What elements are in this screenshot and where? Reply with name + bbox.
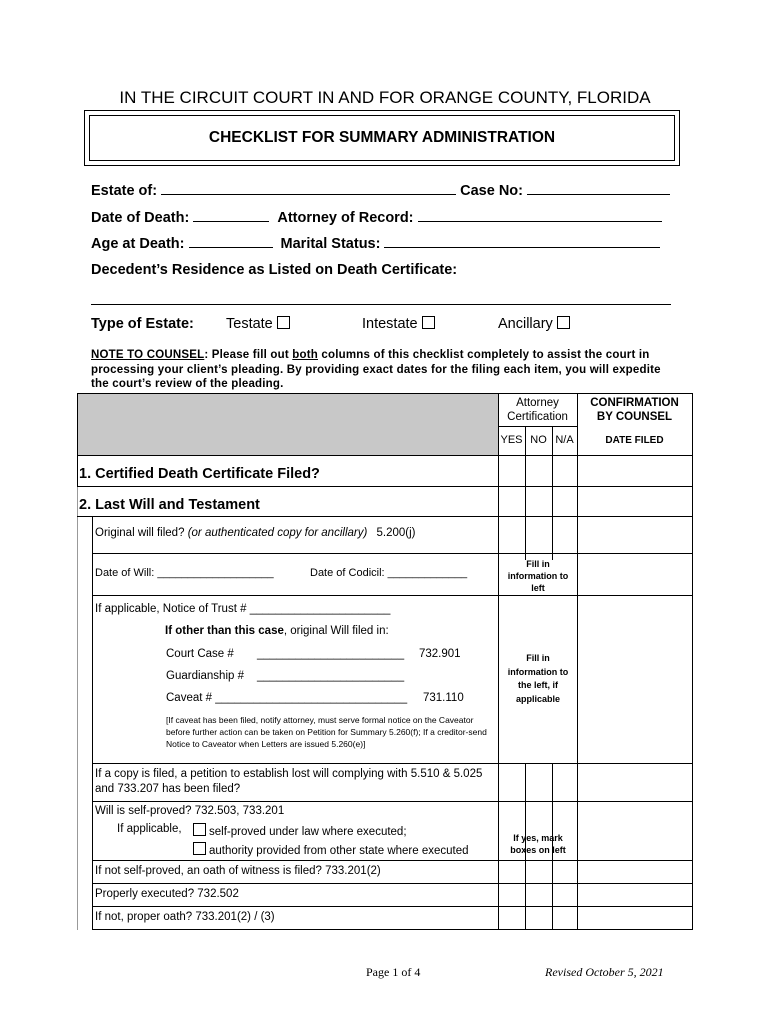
marital-status-label: Marital Status: [280, 236, 381, 252]
attorney-cert-line1: Attorney [516, 397, 559, 409]
residence-label: Decedent’s Residence as Listed on Death Certificate: [91, 262, 458, 278]
intestate-label: Intestate [362, 316, 418, 332]
confirmation-line1: CONFIRMATION [590, 397, 679, 409]
testate-option[interactable] [226, 316, 290, 332]
no-header: NO [530, 434, 547, 446]
proper-oath: If not, proper oath? 733.201(2) / (3) [95, 911, 275, 923]
death-row [91, 209, 662, 226]
notice-of-trust: If applicable, Notice of Trust # ______________________ [95, 603, 391, 615]
note-prefix: NOTE TO COUNSEL [91, 349, 205, 361]
na-header: N/A [555, 434, 574, 446]
testate-checkbox[interactable] [277, 316, 290, 329]
estate-row [91, 182, 670, 199]
residence-line[interactable] [91, 304, 671, 305]
date-of-death-label: Date of Death: [91, 210, 190, 226]
if-other-row [165, 625, 389, 637]
attorney-of-record-line[interactable] [418, 209, 662, 222]
confirmation-line2: BY COUNSEL [596, 411, 673, 423]
age-at-death-label: Age at Death: [91, 236, 185, 252]
attorney-cert-line2: Certification [507, 411, 568, 423]
type-of-estate-label: Type of Estate: [91, 316, 194, 332]
estate-of-line[interactable] [161, 182, 456, 195]
court-case-rule: 732.901 [419, 648, 461, 660]
fill-in-note-1: Fill in information to left [507, 559, 569, 593]
testate-label: Testate [226, 316, 273, 332]
age-at-death-line[interactable] [189, 235, 273, 248]
if-other-bold: If other than this case [165, 625, 284, 637]
oath-witness: If not self-proved, an oath of witness is filed? 733.201(2) [95, 865, 381, 877]
date-of-death-line[interactable] [193, 209, 269, 222]
original-will-italic: (or authenticated copy for ancillary) [187, 527, 368, 539]
date-of-codicil: Date of Codicil: _____________ [310, 567, 468, 579]
court-case-label: Court Case # [166, 648, 234, 660]
table-header-shade [77, 393, 498, 455]
self-proved-law-checkbox[interactable] [193, 823, 206, 836]
ancillary-label: Ancillary [498, 316, 553, 332]
revised-date: Revised October 5, 2021 [545, 965, 664, 979]
confirmation-header [577, 396, 692, 424]
court-case-line[interactable]: _______________________ [257, 648, 405, 660]
guardianship-label: Guardianship # [166, 670, 244, 682]
self-proved-law-text: self-proved under law where executed; [209, 826, 407, 838]
intestate-checkbox[interactable] [422, 316, 435, 329]
form-title: CHECKLIST FOR SUMMARY ADMINISTRATION [89, 115, 675, 161]
caveat-rule: 731.110 [423, 692, 464, 704]
date-of-will: Date of Will: ___________________ [95, 567, 274, 579]
if-applicable-label: If applicable, [117, 823, 182, 835]
estate-of-label: Estate of: [91, 183, 158, 199]
if-yes-note: If yes, mark boxes on left [510, 833, 566, 855]
court-heading: IN THE CIRCUIT COURT IN AND FOR ORANGE COUNTY, FLORIDA [119, 88, 651, 107]
fill-in-note-2: Fill in information to the left, if applicable [507, 653, 569, 704]
title-box [84, 110, 680, 166]
original-will-text: Original will filed? [95, 527, 185, 539]
yes-header: YES [500, 434, 523, 446]
note-part1: : Please fill out [204, 349, 293, 361]
ancillary-checkbox[interactable] [557, 316, 570, 329]
original-will-rule: 5.200(j) [376, 527, 416, 539]
page-number: Page 1 of 4 [366, 965, 421, 979]
age-row [91, 235, 660, 252]
note-both: both [292, 349, 318, 361]
self-proved: Will is self-proved? 732.503, 733.201 [95, 805, 285, 817]
copy-filed: If a copy is filed, a petition to establish lost will complying with 5.510 & 5.025 and 733.207 has been filed? [95, 768, 483, 795]
properly-executed: Properly executed? 732.502 [95, 888, 239, 900]
guardianship-line[interactable]: _______________________ [257, 670, 405, 682]
authority-text: authority provided from other state where executed [209, 845, 469, 857]
ancillary-option[interactable] [498, 316, 570, 332]
intestate-option[interactable] [362, 316, 435, 332]
caveat-label: Caveat # ______________________________ [166, 692, 408, 704]
attorney-of-record-label: Attorney of Record: [277, 210, 414, 226]
item-1-label: 1. Certified Death Certificate Filed? [79, 466, 320, 482]
self-proved-law-option[interactable] [193, 823, 407, 838]
attorney-certification-header [498, 396, 577, 424]
original-will-row [95, 527, 416, 539]
item-2-label: 2. Last Will and Testament [79, 497, 260, 513]
if-other-rest: , original Will filed in: [283, 625, 389, 637]
case-no-line[interactable] [527, 182, 670, 195]
case-no-label: Case No: [460, 183, 523, 199]
marital-status-line[interactable] [384, 235, 660, 248]
note-to-counsel [91, 348, 671, 392]
date-filed-header: DATE FILED [605, 435, 664, 446]
authority-option[interactable] [193, 842, 469, 857]
caveat-note: [If caveat has been filed, notify attorney, must serve formal notice on the Caveator before further action can be taken on Petition for Summary 5.260(f); If a creditor-send Notice to Caveator when Letters are issued 5.260(e)] [166, 715, 487, 749]
note-part2: columns of this checklist completely to assist the court in processing your client’s pleading. By providing exact dates for the filing each item, you will expedite the court’s review of the pleading. [91, 349, 661, 390]
authority-checkbox[interactable] [193, 842, 206, 855]
